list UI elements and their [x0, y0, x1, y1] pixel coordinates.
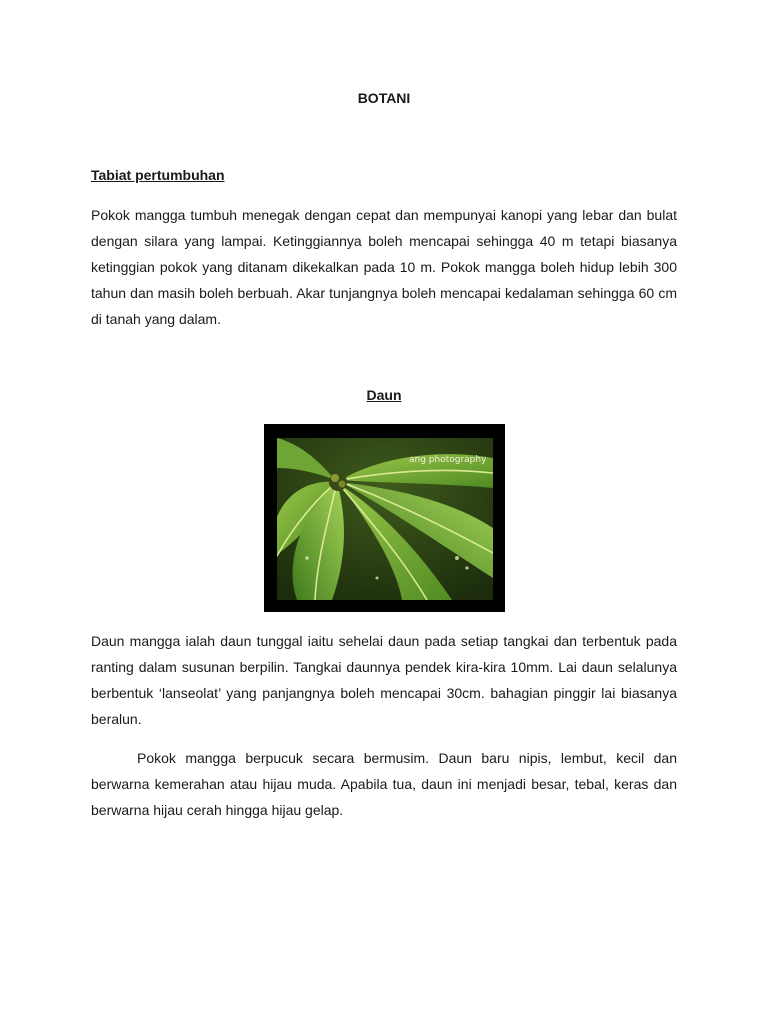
paragraph-daun-1: Daun mangga ialah daun tunggal iaitu sehelai daun pada setiap tangkai dan terbentuk pada ranting dalam susunan berpilin. Tangkai daunnya pendek kira-kira 10mm. Lai daun selalunya berbentuk ‘lanseolat’ yang panjangnya boleh mencapai 30cm. bahagian pinggir lai biasanya beralun.: [91, 633, 677, 727]
section-heading-tabiat: Tabiat pertumbuhan: [91, 167, 225, 183]
page-title: BOTANI: [357, 90, 411, 106]
leaf-photo: [264, 424, 505, 612]
paragraph-tabiat: Pokok mangga tumbuh menegak dengan cepat dan mempunyai kanopi yang lebar dan bulat dengan silara yang lampai. Ketinggiannya boleh mencapai sehingga 40 m tetapi biasanya ketinggian pokok yang ditanam dikekalkan pada 10 m. Pokok mangga boleh hidup lebih 300 tahun dan masih boleh berbuah. Akar tunjangnya boleh mencapai kedalaman sehingga 60 cm di tanah yang dalam.: [91, 207, 677, 327]
section-heading-daun: Daun: [366, 387, 402, 403]
paragraph-daun-2: Pokok mangga berpucuk secara bermusim. Daun baru nipis, lembut, kecil dan berwarna kemerahan atau hijau muda. Apabila tua, daun ini menjadi besar, tebal, keras dan berwarna hijau cerah hingga hijau gelap.: [91, 750, 677, 818]
photo-watermark: ang photography: [409, 455, 487, 465]
mango-leaves-image: [277, 438, 493, 600]
